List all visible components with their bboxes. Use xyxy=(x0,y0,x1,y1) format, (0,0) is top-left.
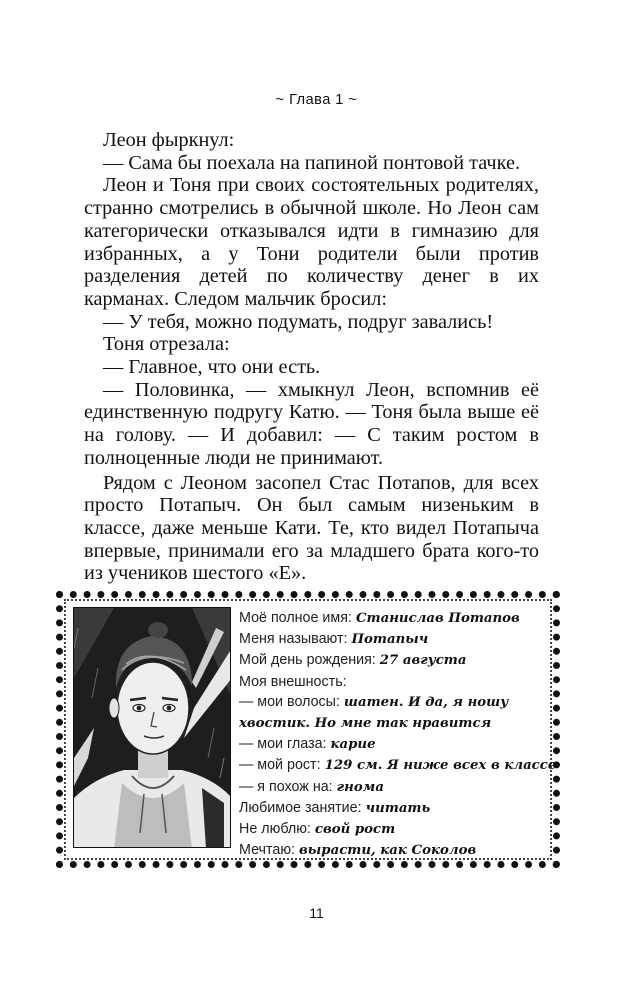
eyes-row xyxy=(239,734,549,755)
eyes-label: — мои глаза: xyxy=(239,736,327,753)
hair-label: — мои волосы: xyxy=(239,693,340,710)
paragraph: — Сама бы поехала на папиной понтовой тачке. xyxy=(103,151,521,174)
hobby-row xyxy=(239,798,549,819)
eyes-value: карие xyxy=(330,737,376,753)
hair-value: шатен. И да, я ношу xyxy=(343,694,509,710)
profile-fields xyxy=(239,608,557,861)
paragraph: — У тебя, можно подумать, подруг завались! xyxy=(103,310,494,333)
full-name-label: Моё полное имя: xyxy=(239,610,352,626)
hobby-label: Любимое занятие: xyxy=(239,799,362,816)
hair-value-continued: хвостик. Но мне так нравится xyxy=(239,716,492,732)
looks-like-label: — я похож на: xyxy=(239,778,333,795)
dream-label: Мечтаю: xyxy=(239,842,296,859)
height-value: 129 см. Я ниже всех в классе xyxy=(324,758,557,774)
paragraph: — Главное, что они есть. xyxy=(103,356,321,379)
dream-value: вырасти, как Соколов xyxy=(299,843,477,859)
nickname-label: Меня называют: xyxy=(239,631,348,648)
dislike-label: Не люблю: xyxy=(239,821,311,838)
full-name-row xyxy=(239,608,549,629)
looks-like-value: гнома xyxy=(336,779,384,795)
paragraph: — Половинка, — хмыкнул Леон, вспомнив её единственную подругу Катю. — Тоня была выше её на голову. — И добавил: — С таким ростом в полноценные люди не принимают. xyxy=(84,378,539,469)
body-text xyxy=(84,129,539,585)
height-row xyxy=(239,755,557,776)
looks-like-row xyxy=(239,777,549,798)
nickname-row xyxy=(239,629,549,650)
hair-row xyxy=(239,692,549,713)
boy-portrait-illustration xyxy=(73,607,231,848)
dream-row xyxy=(239,840,549,861)
paragraph: Леон фыркнул: xyxy=(103,129,235,151)
page-number: 11 xyxy=(309,905,324,921)
birthday-value: 27 августа xyxy=(379,653,467,669)
nickname-value: Потапыч xyxy=(351,632,429,648)
full-name-value: Станислав Потапов xyxy=(355,611,520,626)
hobby-value: читать xyxy=(365,800,431,816)
hair-row-continued xyxy=(239,713,549,734)
height-label: — мой рост: xyxy=(239,757,321,774)
birthday-label: Мой день рождения: xyxy=(239,652,376,669)
paragraph: Рядом с Леоном засопел Стас Потапов, для всех просто Потапыч. Он был самым низеньким в классе, даже меньше Кати. Те, кто видел Потапыча впервые, принимали его за младшего брата кого-то из учеников шестого «Е». xyxy=(84,471,539,585)
dislike-row xyxy=(239,819,549,840)
paragraph: Тоня отрезала: xyxy=(103,333,230,356)
paragraph: Леон и Тоня при своих состоятельных родителях, странно смотрелись в обычной школе. Но Леон сам категорически отказывался идти в гимназию для избранных, а у Тони родители были против разделения детей по количеству денег в их карманах. Следом мальчик бросил: xyxy=(84,174,539,310)
appearance-heading: Моя внешность: xyxy=(239,673,347,690)
dislike-value: свой рост xyxy=(314,822,396,838)
birthday-row xyxy=(239,650,549,671)
running-header: ~ Глава 1 ~ xyxy=(275,92,358,108)
